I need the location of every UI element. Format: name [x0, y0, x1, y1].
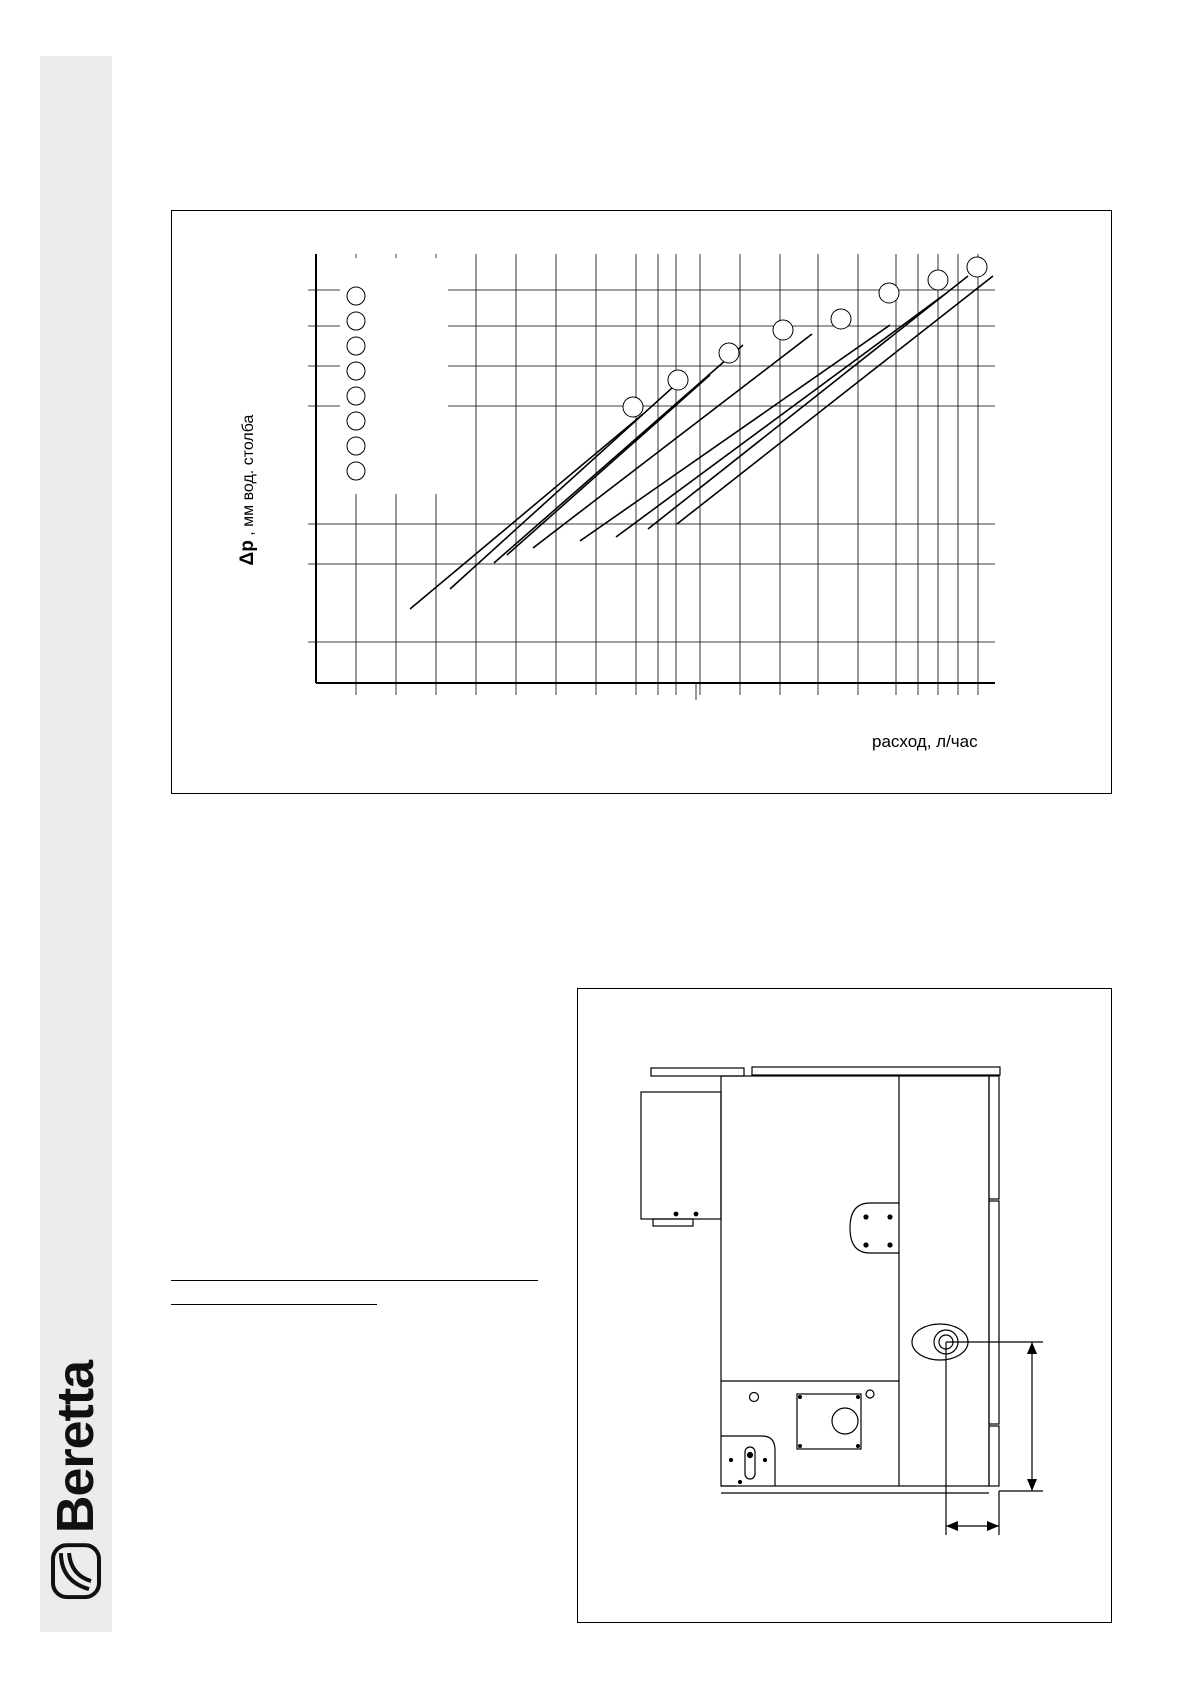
- note-underline: [171, 1280, 538, 1281]
- bolt: [694, 1212, 698, 1216]
- boiler-body: [721, 1076, 989, 1486]
- side-panel: [989, 1076, 999, 1199]
- bolt: [888, 1243, 892, 1247]
- small-hole: [750, 1393, 759, 1402]
- delta-p-symbol: Δp: [237, 540, 258, 566]
- burner-box: [641, 1092, 721, 1219]
- small-hole: [866, 1390, 874, 1398]
- top-rail-right: [752, 1067, 1000, 1075]
- chart-x-axis-label: расход, л/час: [872, 732, 978, 751]
- bolt: [864, 1243, 868, 1247]
- burner-base: [653, 1219, 693, 1226]
- side-panel: [989, 1201, 999, 1424]
- y-axis-unit: , мм вод. столба: [240, 414, 257, 541]
- latch: [745, 1447, 755, 1479]
- top-rail-left: [651, 1068, 744, 1076]
- bolt: [864, 1215, 868, 1219]
- side-panel: [989, 1426, 999, 1486]
- inspection-port: [832, 1408, 858, 1434]
- bolt: [888, 1215, 892, 1219]
- inspection-plate: [797, 1394, 861, 1449]
- note-underline: [171, 1304, 377, 1305]
- brand-name: Beretta: [47, 1360, 105, 1534]
- bolt: [674, 1212, 678, 1216]
